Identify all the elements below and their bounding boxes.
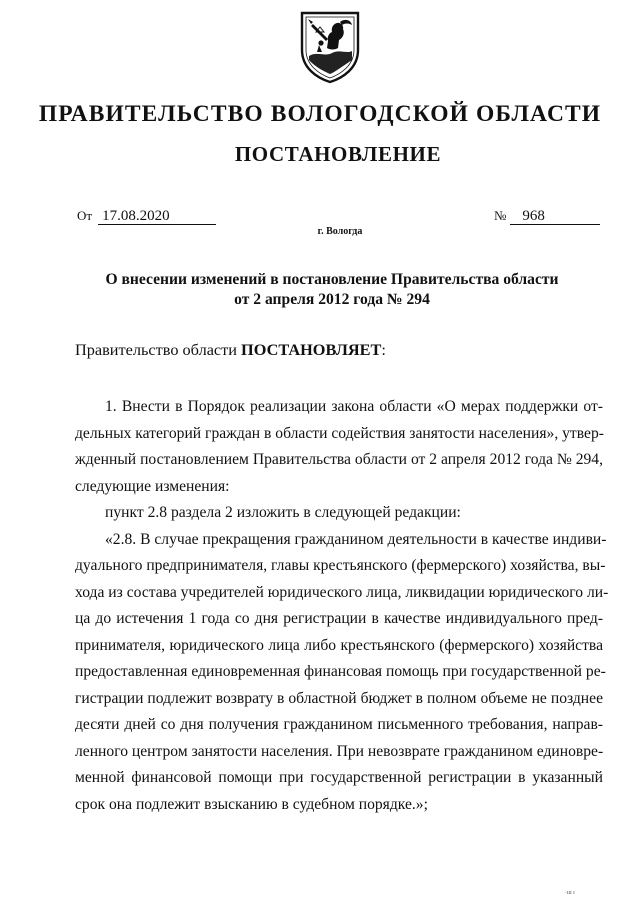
clause-line: «2.8. В случае прекращения гражданином деятельности в качестве индиви- <box>105 530 607 548</box>
number-row <box>494 208 600 225</box>
clause-line: ца до истечения 1 года со дня регистрации в качестве индивидуального пред- <box>75 610 603 627</box>
body-line: следующие изменения: <box>75 477 230 495</box>
clause-line: десяти дней со дня получения гражданином письменного требования, направ- <box>75 716 603 733</box>
preamble-emphasis: ПОСТАНОВЛЯЕТ <box>241 340 382 359</box>
government-title: ПРАВИТЕЛЬСТВО ВОЛОГОДСКОЙ ОБЛАСТИ <box>38 101 602 127</box>
clause-2-8 <box>75 527 609 819</box>
clause-line: ленного центром занятости населения. При невозврате гражданином единовре- <box>75 742 604 760</box>
date-row <box>77 208 216 225</box>
preamble-text: Правительство области <box>75 340 242 359</box>
date-value: 17.08.2020 <box>98 208 216 225</box>
body-line: дельных категорий граждан в области содействия занятости населения», утвер- <box>75 424 604 442</box>
vologda-coat-of-arms-icon <box>299 10 361 84</box>
body-line: жденный постановлением Правительства области от 2 апреля 2012 года № 294, <box>75 451 603 468</box>
number-label: № <box>494 208 507 223</box>
document-subject <box>0 270 640 310</box>
date-label: От <box>77 208 93 223</box>
city-label: г. Вологда <box>317 226 363 237</box>
subitem-line: пункт 2.8 раздела 2 изложить в следующей редакции: <box>105 504 461 521</box>
subject-line-2: от 2 апреля 2012 года № 294 <box>234 291 430 308</box>
preamble <box>75 340 386 360</box>
number-value: 968 <box>510 208 600 225</box>
document-body <box>75 394 609 818</box>
clause-line: срок она подлежит взысканию в судебном порядке.»; <box>75 795 428 813</box>
item-1 <box>75 394 603 500</box>
clause-line: гистрации подлежит возврату в областной бюджет в полном объеме не позднее <box>75 689 603 707</box>
clause-line: хода из состава учредителей юридического лица, ликвидации юридического ли- <box>75 583 609 601</box>
body-line: 1. Внести в Порядок реализации закона области «О мерах поддержки от- <box>105 398 603 415</box>
clause-line: предоставленная единовременная финансовая помощь при государственной ре- <box>75 663 606 680</box>
subject-line-1: О внесении изменений в постановление Правительства области <box>105 271 559 288</box>
preamble-suffix: : <box>381 340 386 359</box>
clause-line: дуального предпринимателя, главы крестьянского (фермерского) хозяйства, вы- <box>75 557 606 574</box>
footer-mark: ·ш ı <box>565 890 575 896</box>
clause-line: принимателя, юридического лица либо крестьянского (фермерского) хозяйства <box>75 636 603 654</box>
clause-line: менной финансовой помощи при государственной регистрации в указанный <box>75 769 603 786</box>
document-type-title: ПОСТАНОВЛЕНИЕ <box>234 142 442 166</box>
